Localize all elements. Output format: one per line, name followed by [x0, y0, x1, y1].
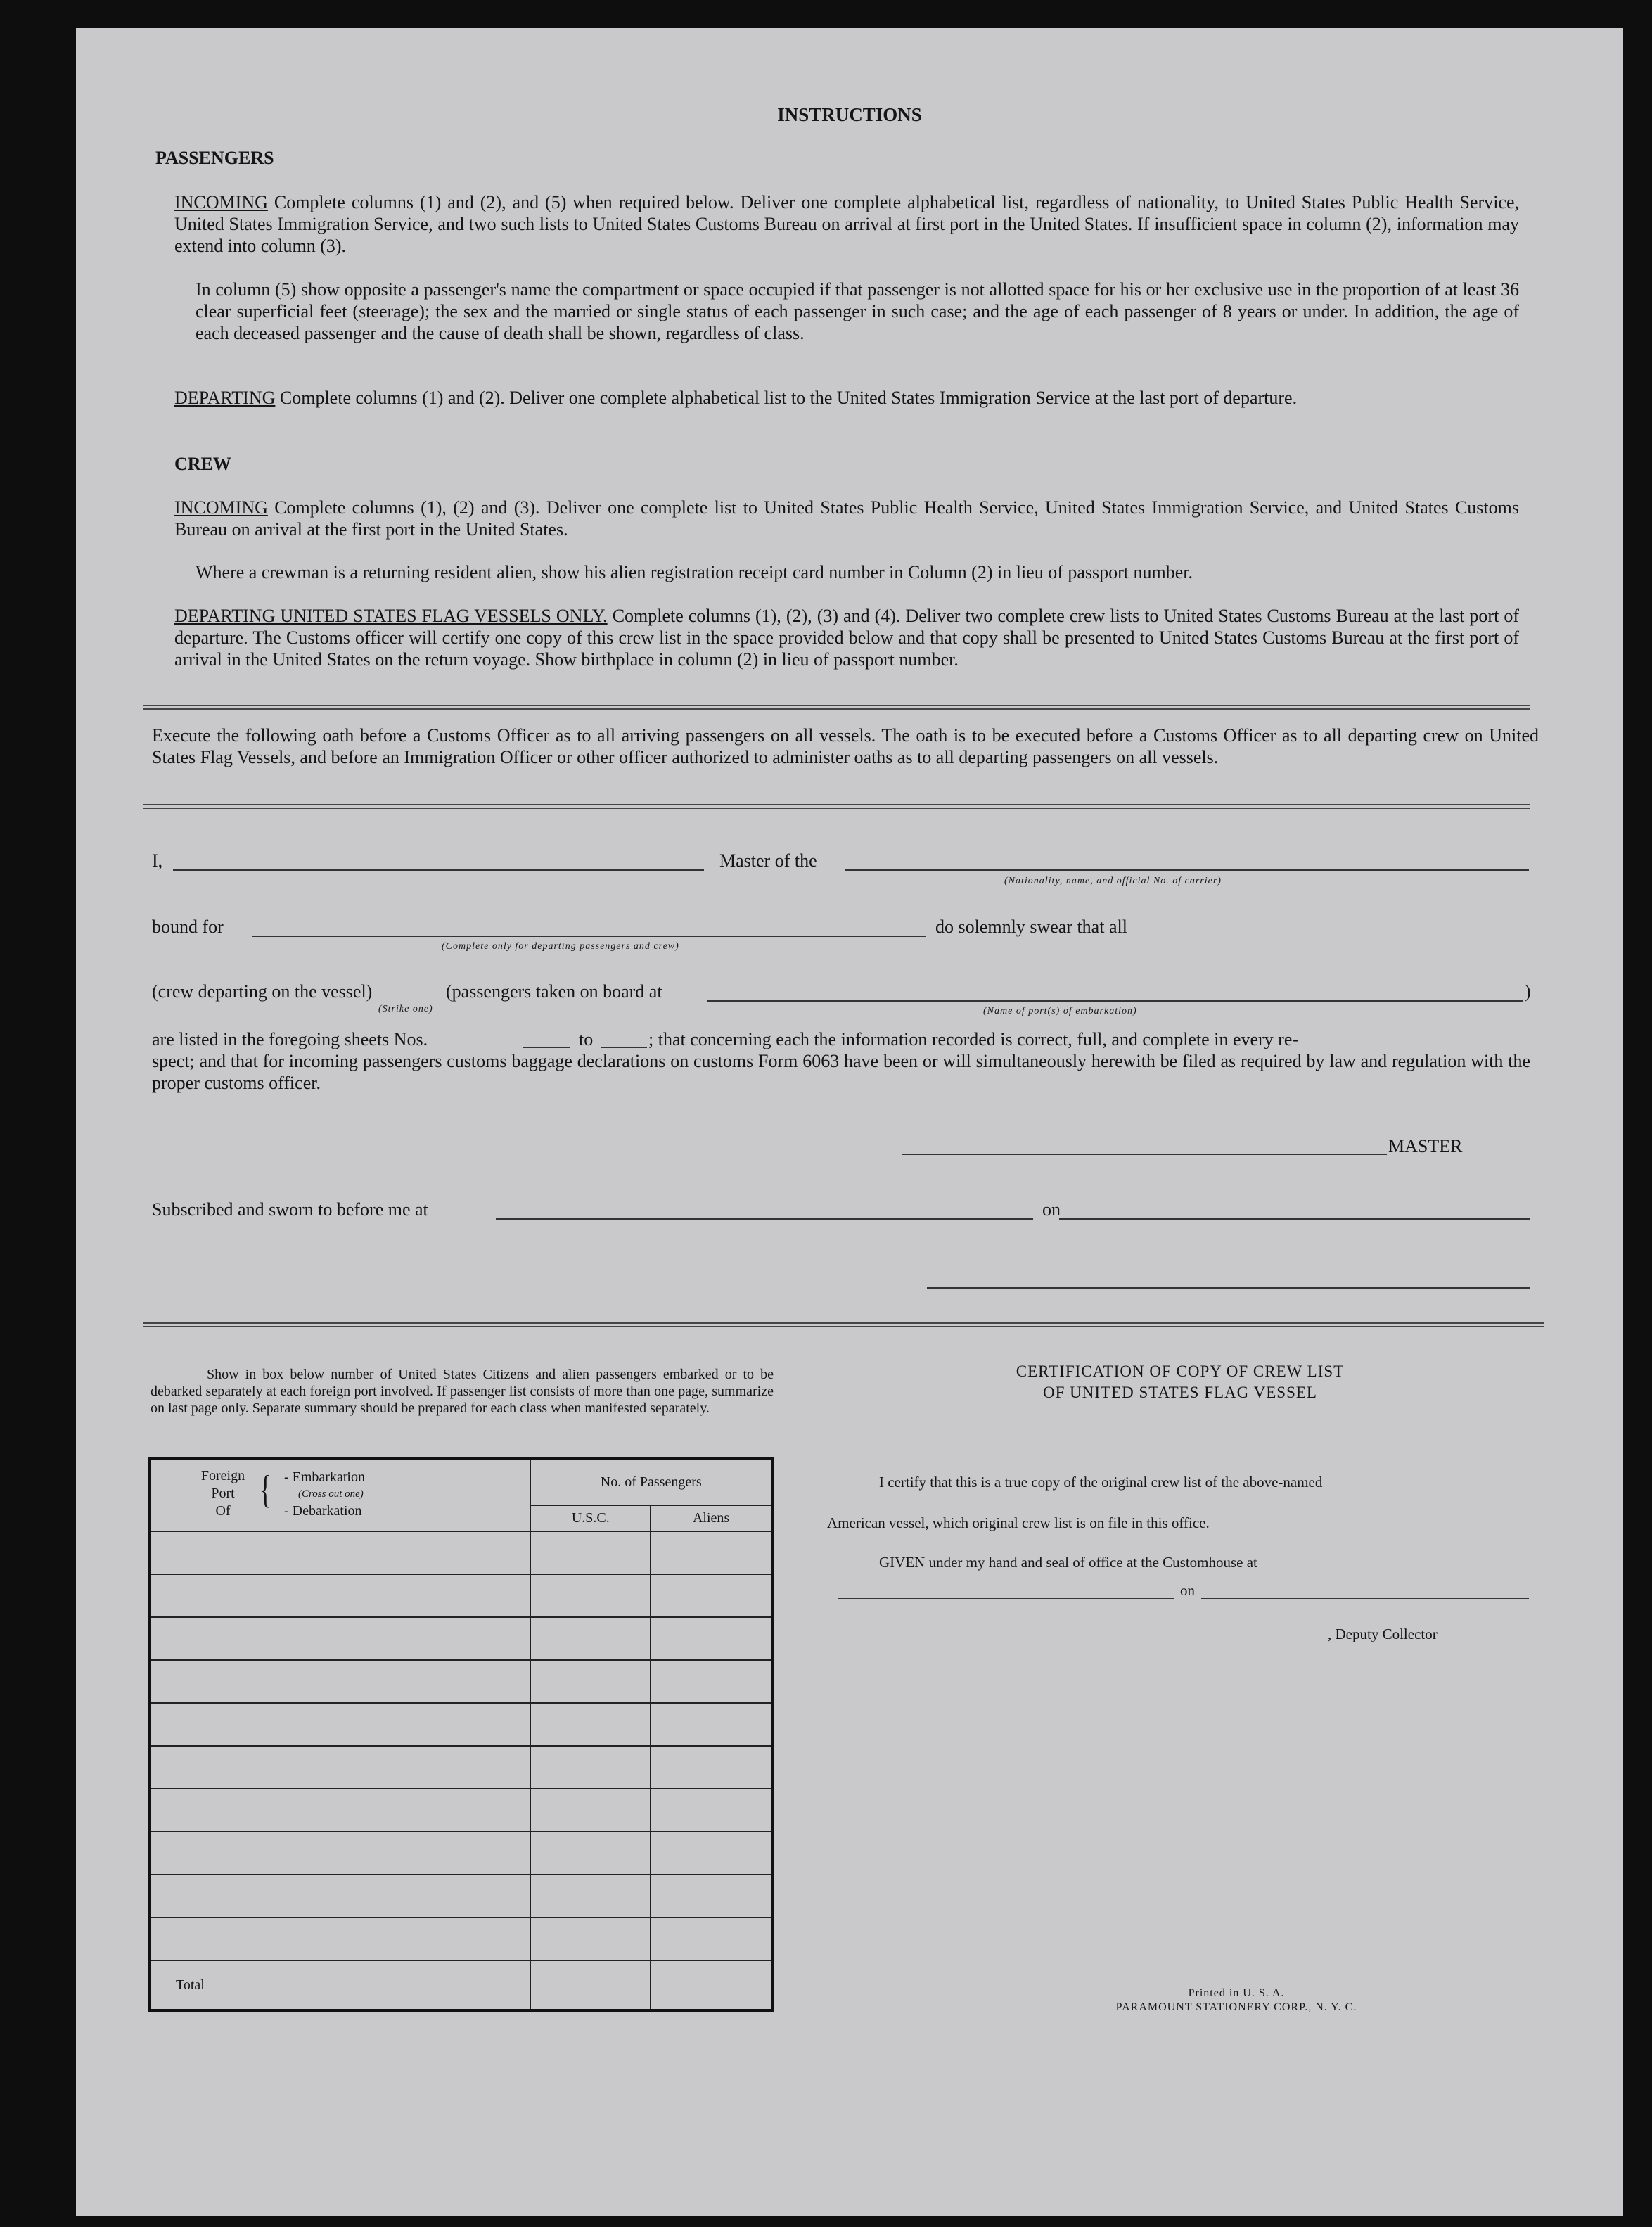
embarkation-port-field[interactable]	[707, 1000, 1523, 1002]
no-passengers-header: No. of Passengers	[530, 1459, 772, 1505]
usc-header: U.S.C.	[530, 1505, 651, 1531]
usc-cell[interactable]	[530, 1917, 651, 1960]
port-cell[interactable]	[149, 1703, 530, 1746]
passengers-incoming-text: Complete columns (1) and (2), and (5) when required below. Deliver one complete alphabetical list, regardless of nationality, to United States Public Health Service, United States Immigration Service, and two such lists to United States Customs Bureau on arrival at first port in the United States. If insufficient space in column (2), information may extend into column (3).	[174, 192, 1520, 256]
usc-cell[interactable]	[530, 1875, 651, 1917]
of-label: Of	[215, 1503, 231, 1519]
passengers-departing-label: DEPARTING	[174, 388, 276, 408]
port-label: Port	[211, 1486, 235, 1501]
brace-icon: {	[260, 1468, 271, 1512]
usc-cell[interactable]	[530, 1660, 651, 1703]
foreign-label: Foreign	[200, 1468, 245, 1483]
port-cell[interactable]	[149, 1875, 530, 1917]
port-cell[interactable]	[149, 1660, 530, 1703]
customhouse-field[interactable]	[838, 1598, 1174, 1599]
aliens-cell[interactable]	[651, 1746, 772, 1789]
passenger-summary-table	[148, 1457, 774, 2012]
port-cell[interactable]	[149, 1746, 530, 1789]
master-signature-field[interactable]	[902, 1154, 1387, 1155]
given-text: GIVEN under my hand and seal of office at the Customhouse at	[879, 1554, 1257, 1571]
usc-cell[interactable]	[530, 1703, 651, 1746]
port-caption: (Name of port(s) of embarkation)	[983, 1006, 1137, 1016]
oath-i-label: I,	[152, 850, 163, 871]
crew-departing-text: Complete columns (1), (2), (3) and (4). Deliver two complete crew lists to United States Customs Bureau at the last port of departure. The Customs officer will certify one copy of this crew list in the space provided below and that copy shall be presented to United States Customs Bureau at the first port of arrival in the United States on the return voyage. Show birthplace in column (2) in lieu of passport number.	[174, 606, 1519, 670]
subscribed-label: Subscribed and sworn to before me at	[152, 1199, 428, 1220]
strike-one-caption: (Strike one)	[378, 1004, 433, 1014]
officer-signature-field[interactable]	[927, 1287, 1530, 1289]
divider	[143, 705, 1530, 710]
aliens-cell[interactable]	[651, 1660, 772, 1703]
deputy-collector-label: , Deputy Collector	[1328, 1626, 1438, 1642]
sworn-location-field[interactable]	[496, 1218, 1033, 1220]
crew-incoming-paragraph	[174, 497, 1519, 540]
listed-text: spect; and that for incoming passengers customs baggage declarations on customs Form 6063 have been or will simultaneously herewith be filed as required by law and regulation with the proper customs officer.	[152, 1051, 1530, 1093]
aliens-cell[interactable]	[651, 1574, 772, 1617]
sheet-to-field[interactable]	[601, 1047, 647, 1048]
swear-label: do solemnly swear that all	[935, 917, 1127, 937]
port-header-cell	[149, 1459, 530, 1531]
printer-line2: PARAMOUNT STATIONERY CORP., N. Y. C.	[1115, 2001, 1357, 2013]
port-cell[interactable]	[149, 1617, 530, 1660]
bound-for-field[interactable]	[252, 936, 926, 937]
aliens-cell[interactable]	[651, 1617, 772, 1660]
crew-incoming-text: Complete columns (1), (2) and (3). Deliver one complete list to United States Public Health Service, United States Immigration Service, and United States Customs Bureau on arrival at the first port in the United States.	[174, 497, 1519, 540]
aliens-cell[interactable]	[651, 1832, 772, 1875]
master-name-field[interactable]	[173, 869, 704, 871]
passengers-heading: PASSENGERS	[155, 148, 274, 168]
port-cell[interactable]	[149, 1574, 530, 1617]
crew-heading: CREW	[174, 454, 231, 474]
certification-date-field[interactable]	[1201, 1598, 1529, 1599]
total-usc-cell[interactable]	[530, 1960, 651, 2010]
aliens-cell[interactable]	[651, 1703, 772, 1746]
aliens-cell[interactable]	[651, 1917, 772, 1960]
passengers-incoming-label: INCOMING	[174, 192, 268, 212]
form-page	[76, 28, 1623, 2216]
usc-cell[interactable]	[530, 1531, 651, 1574]
sworn-date-field[interactable]	[1059, 1218, 1530, 1220]
debarkation-option[interactable]: - Debarkation	[284, 1503, 362, 1519]
carrier-field[interactable]	[845, 869, 1529, 871]
embarkation-option[interactable]: - Embarkation	[284, 1469, 365, 1485]
certification-title-line1: CERTIFICATION OF COPY OF CREW LIST	[1016, 1363, 1345, 1380]
aliens-cell[interactable]	[651, 1789, 772, 1832]
port-cell[interactable]	[149, 1531, 530, 1574]
usc-cell[interactable]	[530, 1617, 651, 1660]
aliens-cell[interactable]	[651, 1531, 772, 1574]
usc-cell[interactable]	[530, 1832, 651, 1875]
passengers-incoming-paragraph	[174, 191, 1519, 257]
total-aliens-cell[interactable]	[651, 1960, 772, 2010]
american-vessel-text: American vessel, which original crew list is on file in this office.	[827, 1514, 1210, 1531]
crew-departing-paragraph	[174, 605, 1519, 670]
oath-intro: Execute the following oath before a Customs Officer as to all arriving passengers on all vessels. The oath is to be executed before a Customs Officer as to all departing crew on United States Flag Vessels, and before an Immigration Officer or other officer authorized to administer oaths as to all departing passengers on all vessels.	[152, 725, 1539, 767]
sworn-on-label: on	[1042, 1199, 1061, 1220]
summary-instruction: Show in box below number of United States Citizens and alien passengers embarked or to be debarked separately at each foreign port involved. If passenger list consists of more than one page, summarize on last page only. Separate summary should be prepared for each class when manifested separately.	[151, 1367, 774, 1416]
master-of-the-label: Master of the	[719, 850, 817, 871]
usc-cell[interactable]	[530, 1574, 651, 1617]
passengers-departing-text: Complete columns (1) and (2). Deliver one complete alphabetical list to the United States Immigration Service at the last port of departure.	[279, 388, 1298, 408]
crew-incoming-label: INCOMING	[174, 497, 268, 518]
usc-cell[interactable]	[530, 1746, 651, 1789]
master-label: MASTER	[1388, 1136, 1463, 1156]
divider	[143, 804, 1530, 809]
listed-continued: ; that concerning each the information recorded is correct, full, and complete in every re-	[648, 1029, 1299, 1049]
port-cell[interactable]	[149, 1789, 530, 1832]
carrier-caption: (Nationality, name, and official No. of carrier)	[1004, 876, 1222, 886]
total-label: Total	[149, 1960, 530, 2010]
listed-to-label: to	[579, 1029, 594, 1049]
passengers-taken-option[interactable]: (passengers taken on board at	[446, 981, 662, 1002]
usc-cell[interactable]	[530, 1789, 651, 1832]
page-title: INSTRUCTIONS	[777, 104, 922, 125]
bound-for-label: bound for	[152, 917, 224, 937]
bound-caption: (Complete only for departing passengers and crew)	[442, 941, 679, 952]
close-paren: )	[1525, 981, 1531, 1002]
aliens-header: Aliens	[651, 1505, 772, 1531]
crew-departing-option[interactable]: (crew departing on the vessel)	[152, 981, 373, 1002]
crew-departing-label: DEPARTING UNITED STATES FLAG VESSELS ONLY.	[174, 606, 608, 626]
divider	[143, 1322, 1544, 1327]
printer-line1: Printed in U. S. A.	[1188, 1987, 1285, 1999]
crew-resident-alien-text: Where a crewman is a returning resident alien, show his alien registration receipt card number in Column (2) in lieu of passport number.	[196, 562, 1193, 582]
port-cell[interactable]	[149, 1832, 530, 1875]
certify-text: I certify that this is a true copy of the original crew list of the above-named	[879, 1474, 1323, 1491]
certification-on-label: on	[1180, 1582, 1195, 1599]
passengers-column5-paragraph: In column (5) show opposite a passenger's name the compartment or space occupied if that passenger is not allotted space for his or her exclusive use in the proportion of at least 36 clear superficial feet (steerage); the sex and the married or single status of each passenger in such case; and the age of each passenger of 8 years or under. In addition, the age of each deceased passenger and the cause of death shall be shown, regardless of class.	[196, 279, 1519, 343]
passengers-departing-paragraph	[174, 387, 1519, 409]
port-cell[interactable]	[149, 1917, 530, 1960]
cross-out-caption: (Cross out one)	[298, 1488, 364, 1500]
sheet-from-field[interactable]	[523, 1047, 570, 1048]
aliens-cell[interactable]	[651, 1875, 772, 1917]
listed-label: are listed in the foregoing sheets Nos.	[152, 1029, 428, 1049]
certification-title-line2: OF UNITED STATES FLAG VESSEL	[1043, 1384, 1317, 1401]
